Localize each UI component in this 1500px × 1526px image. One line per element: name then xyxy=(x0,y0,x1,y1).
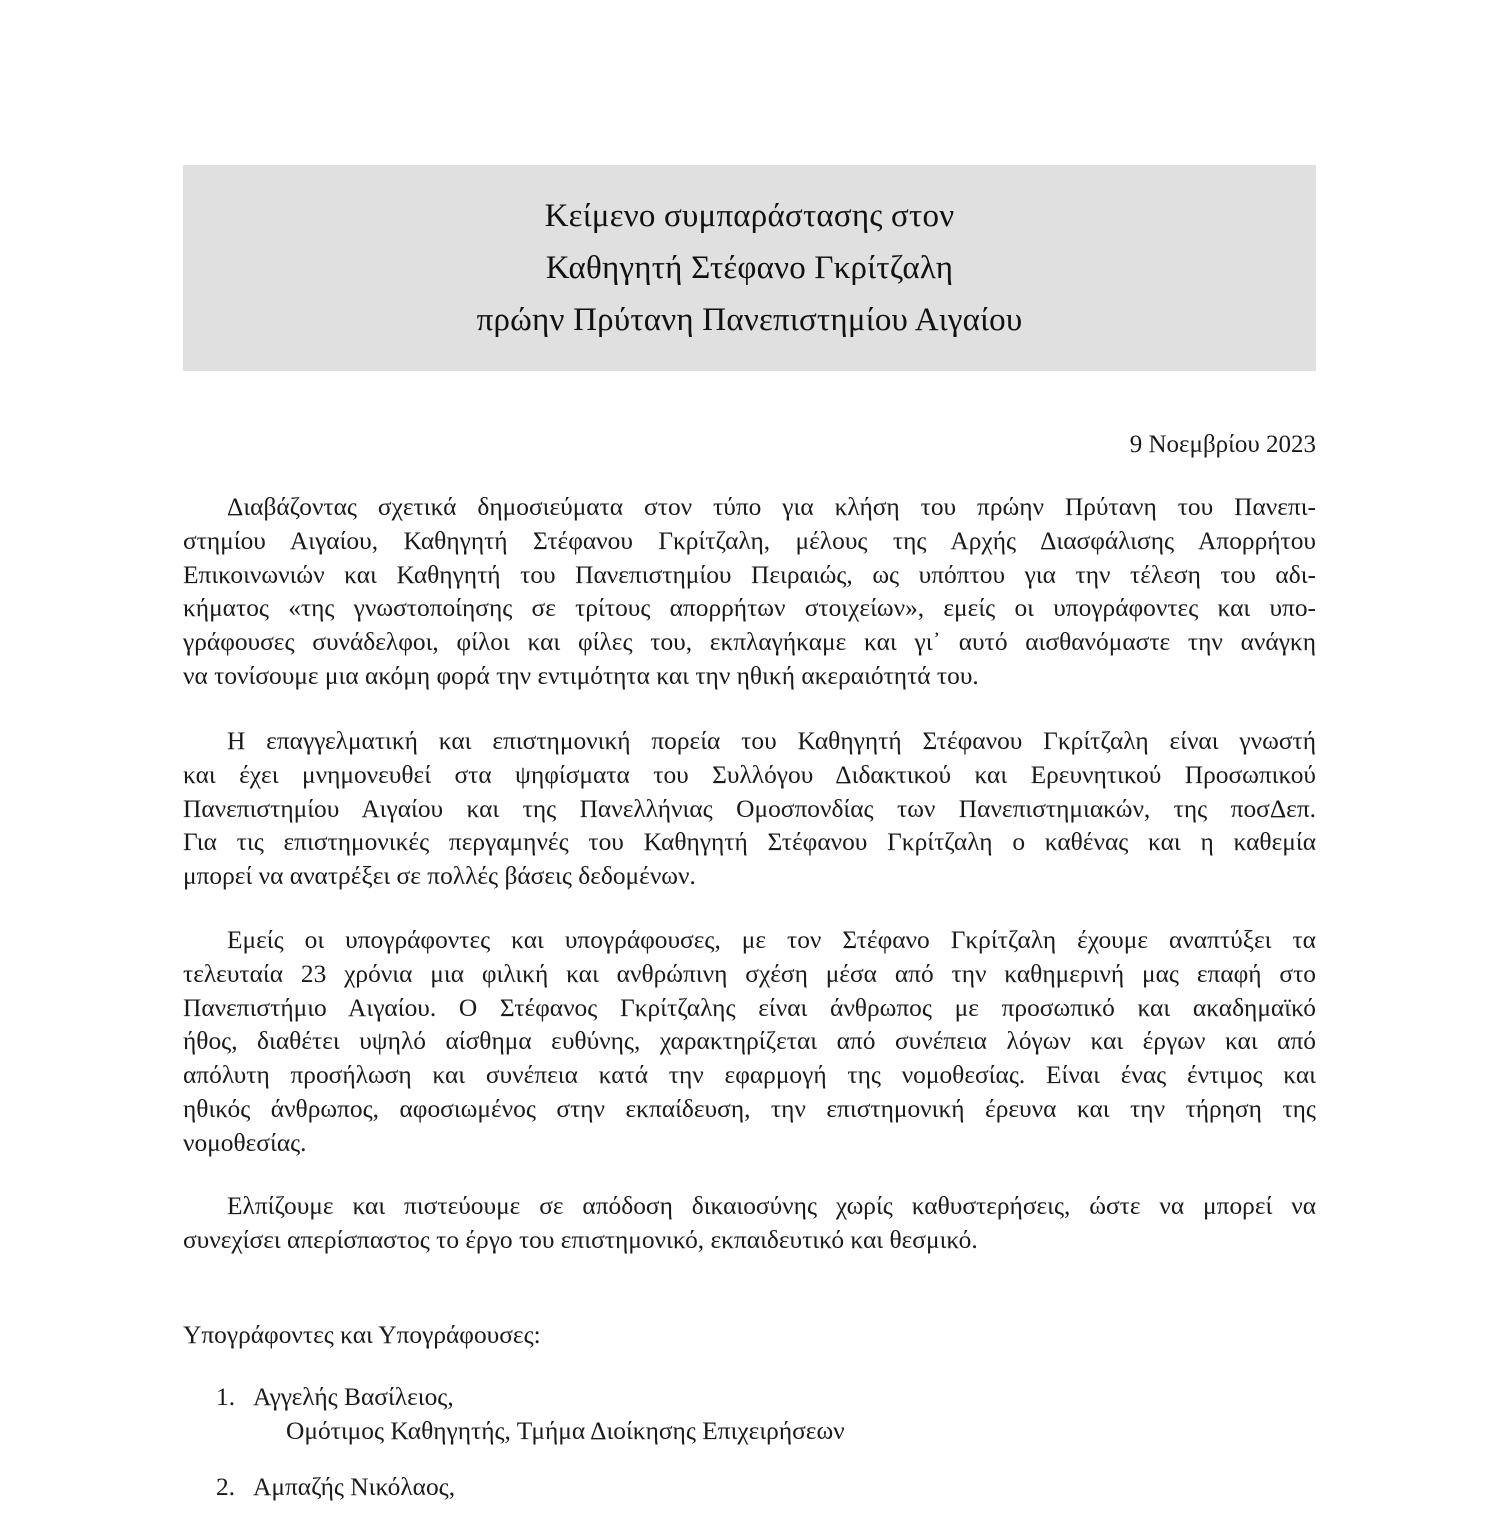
paragraph-line: και έχει μνημονευθεί στα ψηφίσματα του Συλλόγου Διδακτικού και Ερευνητικού Προσωπικού xyxy=(183,760,1316,789)
signer-item xyxy=(183,1380,1316,1448)
title-line-2: Καθηγητή Στέφανο Γκρίτζαλη xyxy=(545,250,954,286)
paragraph-line: Ελπίζουμε και πιστεύουμε σε απόδοση δικαιοσύνης χωρίς καθυστερήσεις, ώστε να μπορεί να xyxy=(227,1192,1316,1220)
paragraph-line: Πανεπιστήμιο Αιγαίου. Ο Στέφανος Γκρίτζαλης είναι άνθρωπος με προσωπικό και ακαδημαϊκό xyxy=(183,993,1316,1022)
paragraph-line: Για τις επιστημονικές περγαμηνές του Καθηγητή Στέφανου Γκρίτζαλη ο καθένας και η καθεμία xyxy=(183,828,1316,857)
paragraph-line: να τονίσουμε μια ακόμη φορά την εντιμότητα και την ηθική ακεραιότητά του. xyxy=(183,661,979,690)
paragraph-line: τελευταία 23 χρόνια μια φιλική και ανθρώπινη σχέση μέσα από την καθημερινή μας επαφή στο xyxy=(183,959,1316,988)
paragraph-line: Πανεπιστημίου Αιγαίου και της Πανελλήνιας Ομοσπονδίας των Πανεπιστημιακών, της ποσΔεπ. xyxy=(183,794,1316,823)
signer-name: Αμπαζής Νικόλαος, xyxy=(253,1473,456,1501)
paragraph-2 xyxy=(183,725,1316,894)
signer-item xyxy=(183,1470,1316,1504)
paragraph-3 xyxy=(183,924,1316,1161)
signer-role: Ομότιμος Καθηγητής, Τμήμα Διοίκησης Επιχειρήσεων xyxy=(286,1417,845,1445)
title-line-1: Κείμενο συμπαράστασης στον xyxy=(544,198,955,234)
paragraph-4 xyxy=(183,1190,1316,1258)
paragraph-line: ήθος, διαθέτει υψηλό αίσθημα ευθύνης, χαρακτηρίζεται από συνέπεια λόγων και έργων και από xyxy=(183,1027,1316,1056)
paragraph-line: Εμείς οι υπογράφοντες και υπογράφουσες, με τον Στέφανο Γκρίτζαλη έχουμε αναπτύξει τα xyxy=(227,926,1316,954)
signers-heading: Υπογράφοντες και Υπογράφουσες: xyxy=(183,1321,541,1349)
signer-list xyxy=(183,1380,1316,1526)
paragraph-line: κήματος «της γνωστοποίησης σε τρίτους απορρήτων στοιχείων», εμείς οι υπογράφοντες και υπο- xyxy=(183,594,1316,623)
paragraph-line: γράφουσες συνάδελφοι, φίλοι και φίλες του, εκπλαγήκαμε και γι᾽ αυτό αισθανόμαστε την ανάγκη xyxy=(183,628,1316,657)
signer-number: 1. xyxy=(216,1383,236,1411)
paragraph-line: μπορεί να ανατρέξει σε πολλές βάσεις δεδομένων. xyxy=(183,862,696,891)
paragraph-line: απόλυτη προσήλωση και συνέπεια κατά την εφαρμογή της νομοθεσίας. Είναι ένας έντιμος και xyxy=(183,1061,1316,1090)
paragraph-line: Επικοινωνιών και Καθηγητή του Πανεπιστημίου Πειραιώς, ως υπόπτου για την τέλεση του αδι- xyxy=(183,560,1316,589)
paragraph-line: νομοθεσίας. xyxy=(183,1128,307,1157)
signer-number: 2. xyxy=(216,1473,236,1501)
paragraph-1 xyxy=(183,491,1316,694)
paragraph-line: συνεχίσει απερίσπαστος το έργο του επιστημονικό, εκπαιδευτικό και θεσμικό. xyxy=(183,1225,978,1254)
title-box xyxy=(183,165,1316,371)
paragraph-line: Διαβάζοντας σχετικά δημοσιεύματα στον τύπο για κλήση του πρώην Πρύτανη του Πανεπι- xyxy=(227,493,1316,521)
paragraph-line: στημίου Αιγαίου, Καθηγητή Στέφανου Γκρίτζαλη, μέλους της Αρχής Διασφάλισης Απορρήτου xyxy=(183,526,1316,555)
signer-name: Αγγελής Βασίλειος, xyxy=(253,1383,454,1411)
document-date: 9 Νοεμβρίου 2023 xyxy=(1129,431,1316,458)
paragraph-line: Η επαγγελματική και επιστημονική πορεία του Καθηγητή Στέφανου Γκρίτζαλη είναι γνωστή xyxy=(227,727,1316,755)
title-line-3: πρώην Πρύτανη Πανεπιστημίου Αιγαίου xyxy=(476,302,1023,338)
paragraph-line: ηθικός άνθρωπος, αφοσιωμένος στην εκπαίδευση, την επιστημονική έρευνα και την τήρηση της xyxy=(183,1094,1316,1123)
